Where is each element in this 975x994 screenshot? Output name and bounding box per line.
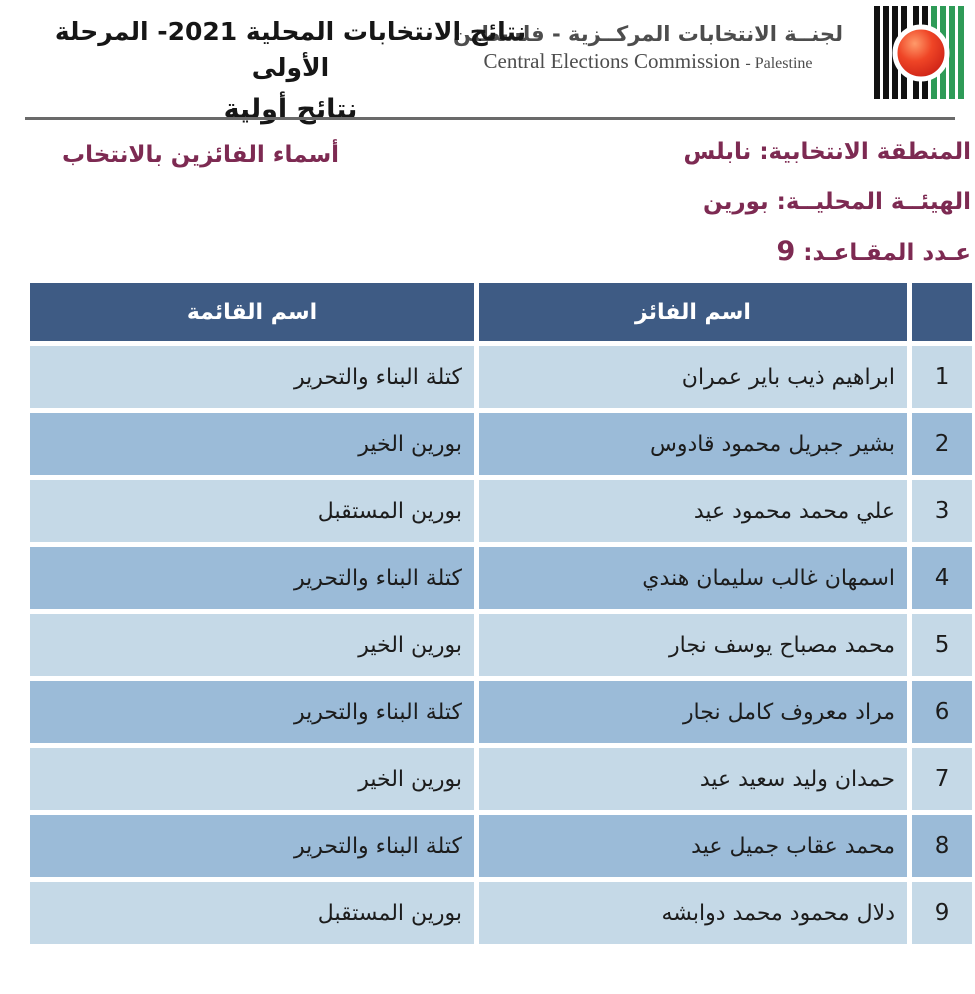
page-title: [38, 14, 543, 125]
winner-name-cell: ابراهيم ذيب باير عمران: [479, 346, 907, 408]
row-number: 6: [912, 681, 972, 743]
seats-value: 9: [776, 236, 796, 267]
list-name-cell: بورين الخير: [30, 413, 474, 475]
cec-logo: [874, 6, 969, 99]
winner-name-cell: محمد مصباح يوسف نجار: [479, 614, 907, 676]
row-number: 1: [912, 346, 972, 408]
cec-logo-icon: [874, 6, 969, 99]
winner-name-cell: حمدان وليد سعيد عيد: [479, 748, 907, 810]
winner-name-cell: مراد معروف كامل نجار: [479, 681, 907, 743]
row-number: 9: [912, 882, 972, 944]
page-title-line2: نتائج أولية: [223, 94, 358, 125]
seats-line: [684, 234, 972, 271]
winners-heading: أسماء الفائزين بالانتخاب: [62, 142, 340, 168]
row-number: 8: [912, 815, 972, 877]
list-name-cell: كتلة البناء والتحرير: [30, 346, 474, 408]
authority-line: [684, 184, 972, 220]
authority-value: بورين: [703, 189, 769, 215]
row-number: 7: [912, 748, 972, 810]
header-divider: [25, 117, 955, 120]
authority-label: الهيئــة المحليــة:: [776, 189, 971, 215]
header-number-cell: [912, 283, 972, 341]
row-number: 3: [912, 480, 972, 542]
list-name-cell: بورين الخير: [30, 748, 474, 810]
election-info: [684, 134, 972, 285]
list-name-cell: كتلة البناء والتحرير: [30, 815, 474, 877]
winner-name-cell: اسمهان غالب سليمان هندي: [479, 547, 907, 609]
row-number: 5: [912, 614, 972, 676]
cec-name-english: Central Elections Commission - Palestine: [483, 49, 813, 73]
list-name-cell: كتلة البناء والتحرير: [30, 547, 474, 609]
cec-name-arabic: لجنــة الانتخابات المركــزية - فلسطين: [453, 22, 843, 46]
list-name-cell: بورين المستقبل: [30, 480, 474, 542]
winner-name-cell: دلال محمود محمد دوابشه: [479, 882, 907, 944]
seats-label: عـدد المقـاعـد:: [803, 240, 971, 266]
header-winner-name: اسم الفائز: [479, 283, 907, 341]
results-table: [30, 283, 972, 944]
district-label: المنطقة الانتخابية:: [759, 139, 971, 165]
list-name-cell: بورين الخير: [30, 614, 474, 676]
winner-name-cell: محمد عقاب جميل عيد: [479, 815, 907, 877]
winner-name-cell: علي محمد محمود عيد: [479, 480, 907, 542]
header-list-name: اسم القائمة: [30, 283, 474, 341]
district-line: [684, 134, 972, 170]
row-number: 2: [912, 413, 972, 475]
winner-name-cell: بشير جبريل محمود قادوس: [479, 413, 907, 475]
district-value: نابلس: [683, 139, 752, 165]
row-number: 4: [912, 547, 972, 609]
list-name-cell: كتلة البناء والتحرير: [30, 681, 474, 743]
page-title-line1: نتائج الانتخابات المحلية 2021- المرحلة الأولى: [54, 17, 527, 82]
list-name-cell: بورين المستقبل: [30, 882, 474, 944]
